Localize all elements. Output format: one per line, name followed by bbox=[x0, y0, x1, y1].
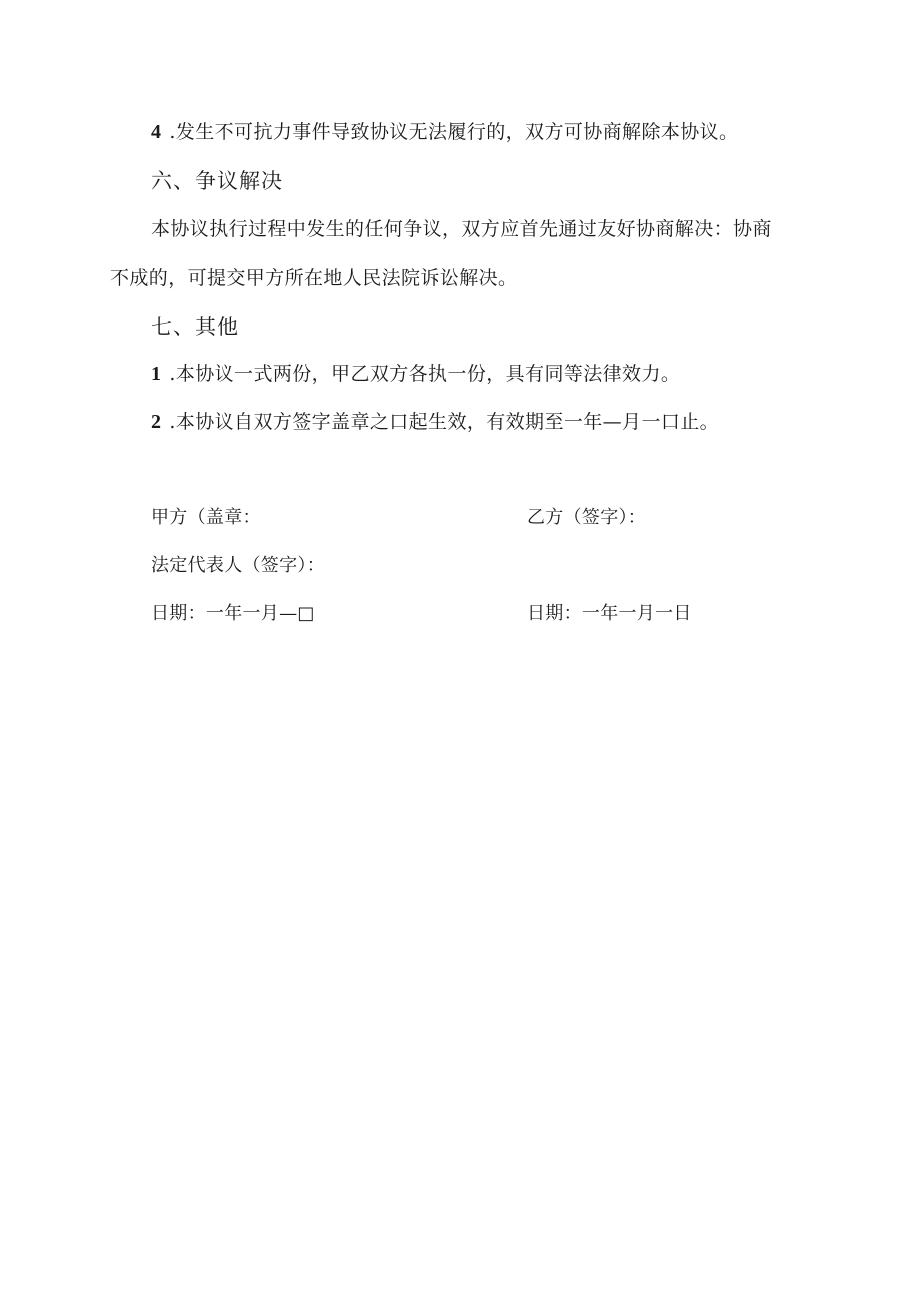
item-number: 4 bbox=[151, 121, 162, 143]
item-text: .本协议一式两份，甲乙双方各执一份，具有同等法律效力。 bbox=[169, 363, 681, 385]
party-b-sign-label: 乙方（签字）： bbox=[527, 507, 647, 528]
party-b-date-label: 日期：一年一月一日 bbox=[527, 603, 692, 624]
section-heading-6: 六、争议解决 bbox=[151, 169, 283, 193]
item-number: 1 bbox=[151, 363, 162, 385]
section-heading-7: 七、其他 bbox=[151, 315, 239, 339]
item-text: .发生不可抗力事件导致协议无法履行的，双方可协商解除本协议。 bbox=[169, 121, 739, 143]
clause-item-1 bbox=[151, 361, 680, 387]
party-a-date-label: 日期：一年一月—□ bbox=[151, 603, 315, 624]
item-text: .本协议自双方签字盖章之口起生效，有效期至一年—月一口止。 bbox=[169, 411, 720, 433]
legal-representative-label: 法定代表人（签字）： bbox=[151, 555, 325, 576]
section6-paragraph-line2: 不成的，可提交甲方所在地人民法院诉讼解决。 bbox=[110, 267, 518, 289]
section6-paragraph-line1: 本协议执行过程中发生的任何争议，双方应首先通过友好协商解决：协商 bbox=[151, 218, 772, 240]
clause-item-2 bbox=[151, 409, 719, 435]
party-a-seal-label: 甲方（盖章： bbox=[151, 507, 261, 528]
clause-item-4 bbox=[151, 119, 738, 145]
item-number: 2 bbox=[151, 411, 162, 433]
